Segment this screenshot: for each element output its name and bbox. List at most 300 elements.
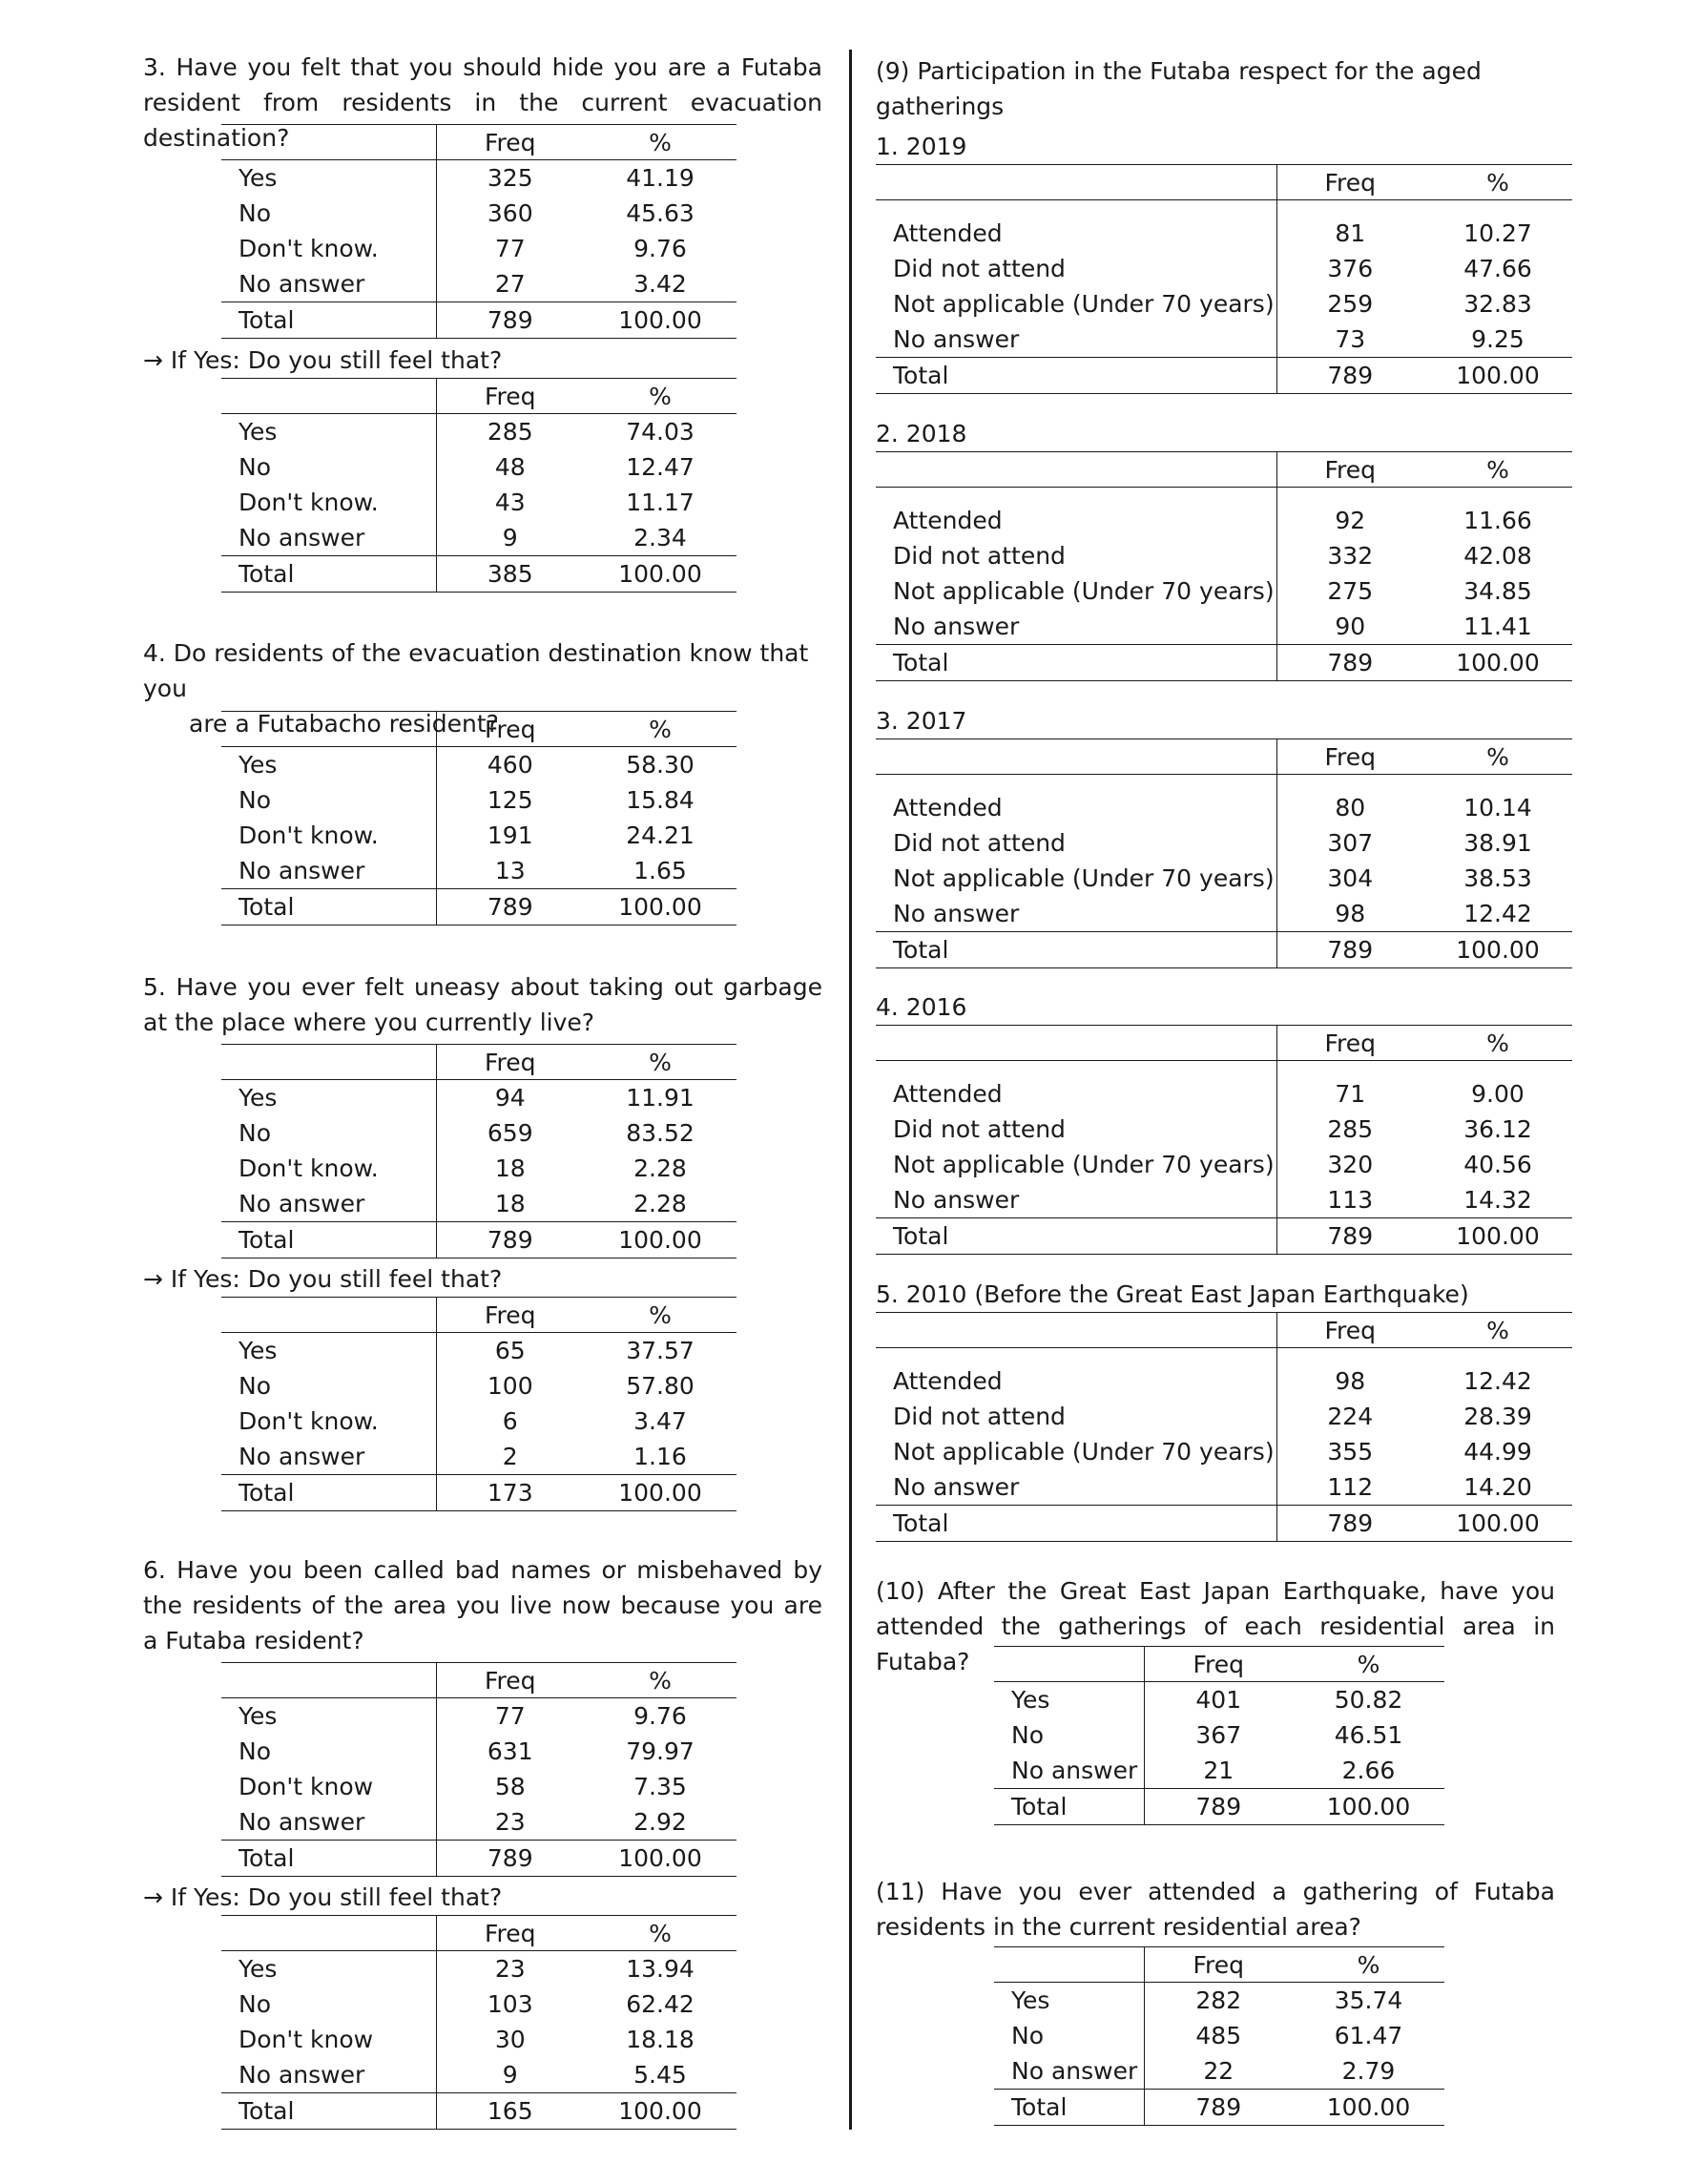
table-cell: 11.91 xyxy=(626,1084,695,1112)
col-header-freq: Freq xyxy=(1276,739,1423,775)
row-label: Total xyxy=(221,889,436,926)
row-label: No answer xyxy=(876,609,1276,645)
row-label: Total xyxy=(876,358,1276,394)
col-header-pct: % xyxy=(1423,452,1572,488)
row-label: Attended xyxy=(876,1076,1276,1112)
table-cell: 125 xyxy=(487,786,533,814)
table-cell: 90 xyxy=(1335,613,1366,640)
spacer-cell xyxy=(1423,200,1572,217)
table-cell: 92 xyxy=(1335,507,1366,534)
row-label: No answer xyxy=(221,266,436,302)
table-cell: 789 xyxy=(436,1222,584,1258)
q3-followup-table xyxy=(221,378,736,593)
q6-followup-text: → If Yes: Do you still feel that? xyxy=(143,1883,503,1911)
table-cell: 367 xyxy=(1195,1721,1242,1749)
col-header-pct: % xyxy=(584,1916,736,1951)
col-header-pct: % xyxy=(584,1045,736,1080)
row-label: Total xyxy=(994,2090,1144,2126)
total-row xyxy=(994,2090,1444,2126)
row-label: No xyxy=(221,1115,436,1151)
table-cell: 320 xyxy=(1327,1151,1374,1178)
table-row xyxy=(876,538,1572,573)
table-cell: 44.99 xyxy=(1463,1438,1532,1466)
table-cell: 100.00 xyxy=(584,2093,736,2130)
row-label: Total xyxy=(221,2093,436,2130)
col-header-freq: Freq xyxy=(1276,1026,1423,1061)
table-row xyxy=(221,520,736,556)
table-cell: 485 xyxy=(1195,2022,1242,2049)
row-label: Total xyxy=(876,645,1276,681)
q9-table-2019 xyxy=(876,164,1572,394)
row-label: Don't know. xyxy=(221,818,436,853)
table-row xyxy=(221,196,736,231)
table-cell: 100.00 xyxy=(1423,645,1572,681)
table-cell: 100.00 xyxy=(584,1475,736,1511)
table-cell: 325 xyxy=(487,164,533,192)
table-cell: 9 xyxy=(502,2061,518,2089)
table-cell: 385 xyxy=(436,556,584,593)
table-cell: 1.16 xyxy=(633,1443,687,1470)
table-cell: 9 xyxy=(502,524,518,551)
table-cell: 11.17 xyxy=(626,489,695,516)
table-cell: 332 xyxy=(1327,542,1374,570)
table-cell: 9.25 xyxy=(1471,325,1525,353)
row-label: Total xyxy=(221,1841,436,1877)
table-row xyxy=(876,503,1572,538)
total-row xyxy=(876,1506,1572,1542)
table-row xyxy=(876,825,1572,861)
right-column xyxy=(876,0,1572,2184)
table-cell: 71 xyxy=(1335,1080,1366,1108)
table-row xyxy=(876,216,1572,251)
col-header-pct: % xyxy=(1423,165,1572,200)
spacer-cell xyxy=(1423,775,1572,791)
row-label: Total xyxy=(994,1789,1144,1825)
spacer-cell xyxy=(1276,488,1423,504)
total-row xyxy=(994,1789,1444,1825)
row-label: No answer xyxy=(876,896,1276,932)
row-label: Yes xyxy=(221,1951,436,1987)
question-6-text: 6. Have you been called bad names or misbehaved by the residents of the area you live now because you are a Futaba resident? xyxy=(143,1556,822,1654)
table-cell: 789 xyxy=(1144,1789,1293,1825)
table-cell: 47.66 xyxy=(1463,255,1532,282)
table-cell: 2.34 xyxy=(633,524,687,551)
col-header-freq: Freq xyxy=(1276,1313,1423,1348)
row-label: Attended xyxy=(876,216,1276,251)
table-cell: 58.30 xyxy=(626,751,695,779)
row-label: No answer xyxy=(994,2053,1144,2090)
table-row xyxy=(221,1186,736,1222)
col-header-pct: % xyxy=(1293,1647,1444,1682)
total-row xyxy=(876,1218,1572,1255)
row-label: Not applicable (Under 70 years) xyxy=(876,1147,1276,1182)
table-cell: 100.00 xyxy=(584,1841,736,1877)
table-cell: 282 xyxy=(1195,1986,1242,2014)
table-cell: 62.42 xyxy=(626,1990,695,2018)
table-row xyxy=(994,1717,1444,1753)
table-row xyxy=(221,485,736,520)
col-header-freq: Freq xyxy=(436,1916,584,1951)
table-row xyxy=(221,1804,736,1841)
table-cell: 9.76 xyxy=(633,1702,687,1730)
q4-table xyxy=(221,711,736,926)
table-cell: 14.32 xyxy=(1463,1186,1532,1214)
table-cell: 113 xyxy=(1327,1186,1374,1214)
row-label: Total xyxy=(221,1222,436,1258)
table-cell: 65 xyxy=(494,1337,526,1364)
table-row xyxy=(994,2053,1444,2090)
table-cell: 789 xyxy=(1276,645,1423,681)
row-label: No answer xyxy=(994,1753,1144,1789)
table-row xyxy=(221,231,736,266)
row-label: Yes xyxy=(221,747,436,783)
table-row xyxy=(221,266,736,302)
table-row xyxy=(221,1769,736,1804)
spacer-cell xyxy=(1276,200,1423,217)
row-label: No answer xyxy=(221,520,436,556)
question-4-text: 4. Do residents of the evacuation destination know that you are a Futabacho resident? xyxy=(143,639,809,738)
row-label: Don't know. xyxy=(221,1151,436,1186)
table-cell: 3.42 xyxy=(633,270,687,298)
table-cell: 14.20 xyxy=(1463,1473,1532,1501)
total-row xyxy=(876,358,1572,394)
row-label: Yes xyxy=(221,160,436,197)
col-header-freq: Freq xyxy=(436,712,584,747)
spacer-cell xyxy=(1423,1061,1572,1077)
table-row xyxy=(876,1434,1572,1469)
col-header-freq: Freq xyxy=(1276,165,1423,200)
table-cell: 12.47 xyxy=(626,453,695,481)
row-label: Not applicable (Under 70 years) xyxy=(876,1434,1276,1469)
spacer-cell xyxy=(876,775,1276,791)
table-row xyxy=(876,896,1572,932)
table-cell: 100.00 xyxy=(584,556,736,593)
table-cell: 38.53 xyxy=(1463,864,1532,892)
col-header-freq: Freq xyxy=(1144,1647,1293,1682)
table-cell: 100.00 xyxy=(584,889,736,926)
table-cell: 100.00 xyxy=(1423,1218,1572,1255)
table-row xyxy=(994,2018,1444,2053)
q3-followup-text: → If Yes: Do you still feel that? xyxy=(143,346,503,374)
table-cell: 2.28 xyxy=(633,1154,687,1182)
question-10-text: (10) After the Great East Japan Earthquake, have you attended the gatherings of each residential area in Futaba? xyxy=(876,1577,1555,1675)
question-3-text: 3. Have you felt that you should hide you are a Futaba resident from residents in the current evacuation destination? xyxy=(143,53,822,152)
q11-table xyxy=(994,1946,1444,2126)
table-row xyxy=(221,782,736,818)
table-cell: 15.84 xyxy=(626,786,695,814)
spacer-cell xyxy=(1423,1348,1572,1364)
table-cell: 2 xyxy=(502,1443,518,1470)
table-cell: 789 xyxy=(1276,932,1423,968)
table-cell: 112 xyxy=(1327,1473,1374,1501)
table-row xyxy=(876,573,1572,609)
row-label: Did not attend xyxy=(876,251,1276,286)
table-cell: 659 xyxy=(487,1119,533,1147)
q6-table xyxy=(221,1662,736,1877)
col-header-pct: % xyxy=(584,379,736,414)
table-row xyxy=(876,790,1572,825)
table-row xyxy=(221,1080,736,1116)
table-cell: 285 xyxy=(487,418,533,446)
table-cell: 37.57 xyxy=(626,1337,695,1364)
table-cell: 23 xyxy=(494,1808,526,1836)
row-label: Did not attend xyxy=(876,1399,1276,1434)
row-label: No answer xyxy=(221,2057,436,2093)
year-label-2019: 1. 2019 xyxy=(876,133,967,160)
table-row xyxy=(876,1399,1572,1434)
table-cell: 224 xyxy=(1327,1403,1374,1430)
table-cell: 10.14 xyxy=(1463,794,1532,822)
table-cell: 45.63 xyxy=(626,199,695,227)
table-cell: 40.56 xyxy=(1463,1151,1532,1178)
total-row xyxy=(221,889,736,926)
table-row xyxy=(221,2022,736,2057)
table-cell: 9.00 xyxy=(1471,1080,1525,1108)
table-cell: 100.00 xyxy=(584,302,736,339)
table-cell: 360 xyxy=(487,199,533,227)
q5-followup-table xyxy=(221,1297,736,1511)
col-header-freq: Freq xyxy=(436,379,584,414)
row-label: No answer xyxy=(221,1439,436,1475)
table-row xyxy=(221,1333,736,1369)
table-cell: 83.52 xyxy=(626,1119,695,1147)
table-cell: 98 xyxy=(1335,900,1366,927)
col-header-freq: Freq xyxy=(436,1045,584,1080)
row-label: Total xyxy=(221,302,436,339)
row-label: Yes xyxy=(221,1698,436,1735)
table-cell: 42.08 xyxy=(1463,542,1532,570)
q5-table xyxy=(221,1044,736,1258)
table-row xyxy=(994,1682,1444,1718)
table-cell: 259 xyxy=(1327,290,1374,318)
spacer-cell xyxy=(1276,775,1423,791)
row-label: Did not attend xyxy=(876,1112,1276,1147)
table-cell: 11.41 xyxy=(1463,613,1532,640)
table-cell: 9.76 xyxy=(633,235,687,262)
row-label: Attended xyxy=(876,503,1276,538)
table-cell: 165 xyxy=(436,2093,584,2130)
table-row xyxy=(876,1112,1572,1147)
question-5-text: 5. Have you ever felt uneasy about taking out garbage at the place where you currently live? xyxy=(143,973,822,1036)
table-row xyxy=(221,747,736,783)
row-label: Don't know. xyxy=(221,1404,436,1439)
spacer-cell xyxy=(876,1348,1276,1364)
row-label: No answer xyxy=(221,853,436,889)
row-label: Total xyxy=(221,556,436,593)
row-label: No answer xyxy=(221,1804,436,1841)
table-row xyxy=(876,322,1572,358)
table-row xyxy=(221,1115,736,1151)
table-row xyxy=(876,1363,1572,1399)
row-label: No xyxy=(221,196,436,231)
row-label: No xyxy=(221,449,436,485)
table-row xyxy=(221,1951,736,1987)
table-row xyxy=(221,853,736,889)
table-cell: 307 xyxy=(1327,829,1374,857)
table-cell: 79.97 xyxy=(626,1737,695,1765)
table-cell: 6 xyxy=(502,1407,518,1435)
row-label: No xyxy=(994,2018,1144,2053)
table-cell: 73 xyxy=(1335,325,1366,353)
row-label: Total xyxy=(876,1506,1276,1542)
row-label: No answer xyxy=(221,1186,436,1222)
row-label: Not applicable (Under 70 years) xyxy=(876,286,1276,322)
table-cell: 30 xyxy=(494,2026,526,2053)
table-cell: 304 xyxy=(1327,864,1374,892)
table-row xyxy=(221,160,736,197)
spacer-cell xyxy=(1423,488,1572,504)
table-row xyxy=(221,1404,736,1439)
row-label: Don't know. xyxy=(221,231,436,266)
total-row xyxy=(221,1841,736,1877)
col-header-freq: Freq xyxy=(1144,1947,1293,1983)
total-row xyxy=(221,2093,736,2130)
row-label: No xyxy=(221,1734,436,1769)
table-cell: 789 xyxy=(436,302,584,339)
row-label: Total xyxy=(876,932,1276,968)
table-cell: 100 xyxy=(487,1372,533,1400)
total-row xyxy=(876,645,1572,681)
year-label-2018: 2. 2018 xyxy=(876,420,967,447)
table-row xyxy=(876,251,1572,286)
q9-table-2016 xyxy=(876,1025,1572,1255)
table-cell: 22 xyxy=(1203,2057,1234,2085)
row-label: No answer xyxy=(876,322,1276,358)
table-cell: 50.82 xyxy=(1334,1686,1403,1714)
table-row xyxy=(221,1698,736,1735)
table-row xyxy=(994,1983,1444,2019)
table-cell: 285 xyxy=(1327,1115,1374,1143)
spacer-cell xyxy=(876,1061,1276,1077)
table-cell: 12.42 xyxy=(1463,1367,1532,1395)
table-row xyxy=(876,286,1572,322)
table-cell: 58 xyxy=(494,1773,526,1800)
table-cell: 173 xyxy=(436,1475,584,1511)
table-cell: 275 xyxy=(1327,577,1374,605)
col-header-freq: Freq xyxy=(436,1663,584,1698)
table-cell: 460 xyxy=(487,751,533,779)
row-label: No answer xyxy=(876,1469,1276,1506)
q10-table xyxy=(994,1646,1444,1825)
col-header-pct: % xyxy=(584,1663,736,1698)
row-label: Not applicable (Under 70 years) xyxy=(876,861,1276,896)
table-cell: 18 xyxy=(494,1190,526,1217)
total-row xyxy=(221,556,736,593)
table-cell: 80 xyxy=(1335,794,1366,822)
row-label: Yes xyxy=(994,1983,1144,2019)
table-cell: 74.03 xyxy=(626,418,695,446)
total-row xyxy=(221,1222,736,1258)
table-cell: 81 xyxy=(1335,219,1366,247)
table-cell: 28.39 xyxy=(1463,1403,1532,1430)
table-cell: 11.66 xyxy=(1463,507,1532,534)
table-cell: 77 xyxy=(494,235,526,262)
row-label: Attended xyxy=(876,1363,1276,1399)
table-row xyxy=(221,449,736,485)
col-header-pct: % xyxy=(1423,739,1572,775)
left-column xyxy=(143,0,822,2184)
table-cell: 355 xyxy=(1327,1438,1374,1466)
table-cell: 631 xyxy=(487,1737,533,1765)
table-cell: 24.21 xyxy=(626,822,695,849)
row-label: Don't know xyxy=(221,1769,436,1804)
spacer-cell xyxy=(876,200,1276,217)
question-11-text: (11) Have you ever attended a gathering of Futaba residents in the current residential area? xyxy=(876,1878,1555,1941)
table-cell: 12.42 xyxy=(1463,900,1532,927)
table-row xyxy=(994,1753,1444,1789)
row-label: Attended xyxy=(876,790,1276,825)
total-row xyxy=(221,1475,736,1511)
table-cell: 18.18 xyxy=(626,2026,695,2053)
row-label: Yes xyxy=(994,1682,1144,1718)
q9-table-2017 xyxy=(876,738,1572,968)
table-row xyxy=(221,1986,736,2022)
table-cell: 100.00 xyxy=(1423,358,1572,394)
row-label: No xyxy=(994,1717,1144,1753)
table-cell: 94 xyxy=(494,1084,526,1112)
table-cell: 57.80 xyxy=(626,1372,695,1400)
row-label: Did not attend xyxy=(876,538,1276,573)
table-cell: 38.91 xyxy=(1463,829,1532,857)
table-row xyxy=(876,609,1572,645)
table-cell: 48 xyxy=(494,453,526,481)
row-label: Did not attend xyxy=(876,825,1276,861)
table-cell: 34.85 xyxy=(1463,577,1532,605)
table-cell: 2.79 xyxy=(1341,2057,1396,2085)
table-row xyxy=(876,1076,1572,1112)
table-cell: 789 xyxy=(1144,2090,1293,2126)
table-cell: 100.00 xyxy=(1293,2090,1444,2126)
col-header-freq: Freq xyxy=(436,125,584,160)
col-header-pct: % xyxy=(584,125,736,160)
table-row xyxy=(221,818,736,853)
table-cell: 23 xyxy=(494,1955,526,1983)
table-cell: 41.19 xyxy=(626,164,695,192)
row-label: No answer xyxy=(876,1182,1276,1218)
table-cell: 77 xyxy=(494,1702,526,1730)
col-header-pct: % xyxy=(1423,1026,1572,1061)
row-label: No xyxy=(221,1368,436,1404)
table-row xyxy=(876,1469,1572,1506)
row-label: Yes xyxy=(221,1080,436,1116)
col-header-pct: % xyxy=(1423,1313,1572,1348)
q9-table-2010 xyxy=(876,1312,1572,1542)
table-cell: 27 xyxy=(494,270,526,298)
row-label: Not applicable (Under 70 years) xyxy=(876,573,1276,609)
q3-table xyxy=(221,124,736,339)
table-cell: 789 xyxy=(1276,1218,1423,1255)
table-cell: 3.47 xyxy=(633,1407,687,1435)
table-cell: 13.94 xyxy=(626,1955,695,1983)
table-cell: 43 xyxy=(494,489,526,516)
table-cell: 36.12 xyxy=(1463,1115,1532,1143)
table-cell: 21 xyxy=(1203,1757,1234,1784)
spacer-cell xyxy=(876,488,1276,504)
row-label: Yes xyxy=(221,414,436,450)
table-cell: 2.66 xyxy=(1341,1757,1396,1784)
row-label: Total xyxy=(876,1218,1276,1255)
total-row xyxy=(221,302,736,339)
column-divider xyxy=(849,50,852,2130)
table-cell: 18 xyxy=(494,1154,526,1182)
col-header-pct: % xyxy=(584,1298,736,1333)
table-row xyxy=(221,1151,736,1186)
row-label: Yes xyxy=(221,1333,436,1369)
table-row xyxy=(221,1368,736,1404)
table-row xyxy=(221,2057,736,2093)
year-label-2016: 4. 2016 xyxy=(876,993,967,1021)
row-label: No xyxy=(221,782,436,818)
